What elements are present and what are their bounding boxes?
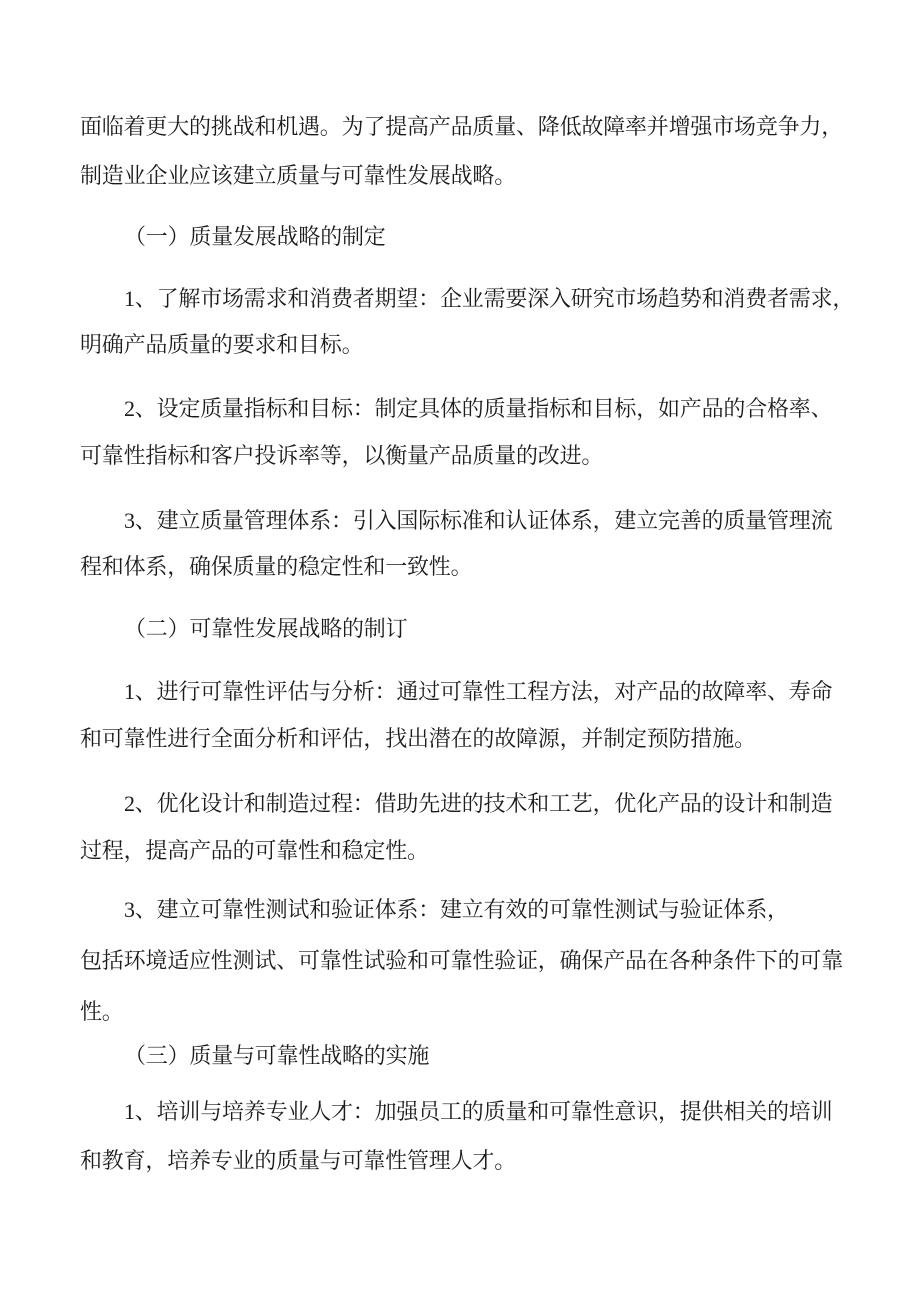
paragraph-first-line: 2、设定质量指标和目标：制定具体的质量指标和目标，如产品的合格率、 (124, 396, 833, 421)
paragraph-line: 制造业企业应该建立质量与可靠性发展战略。 (80, 163, 517, 188)
paragraph-first-line: 3、建立质量管理体系：引入国际标准和认证体系，建立完善的质量管理流 (124, 508, 833, 533)
paragraph-line: 面临着更大的挑战和机遇。为了提高产品质量、降低故障率并增强市场竞争力， (80, 114, 844, 139)
paragraph-line: 和可靠性进行全面分析和评估，找出潜在的故障源，并制定预防措施。 (80, 726, 756, 751)
paragraph-first-line: 1、进行可靠性评估与分析：通过可靠性工程方法，对产品的故障率、寿命 (124, 679, 833, 704)
paragraph-first-line: 2、优化设计和制造过程：借助先进的技术和工艺，优化产品的设计和制造 (124, 791, 833, 816)
paragraph-first-line: （二）可靠性发展战略的制订 (124, 616, 408, 641)
paragraph-line: 性。 (80, 999, 124, 1024)
paragraph-first-line: 1、培训与培养专业人才：加强员工的质量和可靠性意识，提供相关的培训 (124, 1099, 833, 1124)
paragraph-line: 包括环境适应性测试、可靠性试验和可靠性验证，确保产品在各种条件下的可靠 (80, 948, 844, 973)
paragraph-line: 可靠性指标和客户投诉率等，以衡量产品质量的改进。 (80, 443, 604, 468)
paragraph-line: 程和体系，确保质量的稳定性和一致性。 (80, 554, 473, 579)
paragraph-first-line: 3、建立可靠性测试和验证体系：建立有效的可靠性测试与验证体系， (124, 897, 789, 922)
paragraph-line: 和教育，培养专业的质量与可靠性管理人才。 (80, 1148, 517, 1173)
paragraph-line: 明确产品质量的要求和目标。 (80, 332, 364, 357)
paragraph-first-line: （三）质量与可靠性战略的实施 (124, 1043, 430, 1068)
paragraph-line: 过程，提高产品的可靠性和稳定性。 (80, 838, 429, 863)
paragraph-first-line: 1、了解市场需求和消费者期望：企业需要深入研究市场趋势和消费者需求， (124, 286, 855, 311)
paragraph-first-line: （一）质量发展战略的制定 (124, 224, 386, 249)
